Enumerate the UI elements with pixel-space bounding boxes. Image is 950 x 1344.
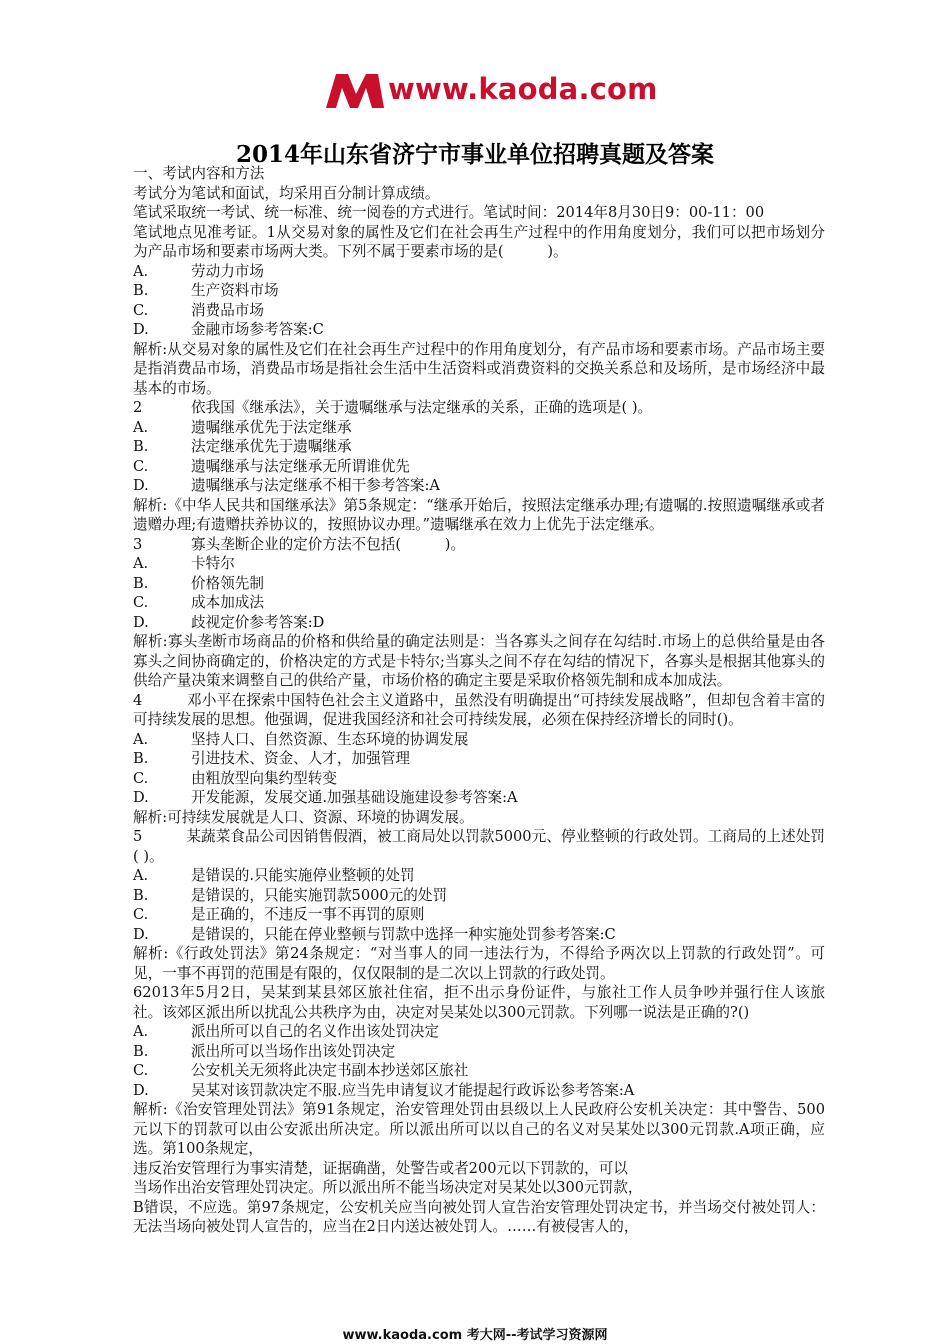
option-line <box>133 262 825 282</box>
text-paragraph: 4 邓小平在探索中国特色社会主义道路中，虽然没有明确提出“可持续发展战略”，但却包含着丰富的可持续发展的思想。他强调，促进我国经济和社会可持续发展，必须在保持经济增长的同时()。 <box>133 691 825 728</box>
logo-text: www.kaoda.com <box>388 72 658 106</box>
option-line <box>133 476 825 496</box>
option-text: 金融市场参考答案:C <box>191 321 324 338</box>
text-paragraph: 解析:《中华人民共和国继承法》第5条规定：“继承开始后，按照法定继承办理;有遗嘱的.按照遗嘱继承或者遗赠办理;有遗赠扶养协议的，按照协议办理。”遗嘱继承在效力上优先于法定继承。 <box>133 496 825 533</box>
option-key: B. <box>133 886 149 904</box>
option-key: 2 <box>133 399 143 416</box>
option-key: B. <box>133 1042 149 1060</box>
text-paragraph: 笔试采取统一考试、统一标准、统一阅卷的方式进行。笔试时间：2014年8月30日9：00-11：00 <box>133 204 765 221</box>
option-text: 依我国《继承法》，关于遗嘱继承与法定继承的关系，正确的选项是( )。 <box>191 399 653 416</box>
option-key: A. <box>133 418 149 436</box>
option-line <box>133 788 825 808</box>
option-text: 成本加成法 <box>191 594 264 611</box>
option-text: 是错误的.只能实施停业整顿的处罚 <box>191 867 415 884</box>
option-line <box>133 418 825 438</box>
option-line <box>133 749 825 769</box>
option-key: C. <box>133 906 149 923</box>
option-key: B. <box>133 574 149 592</box>
option-text: 开发能源，发展交通.加强基础设施建设参考答案:A <box>191 789 518 806</box>
text-paragraph: 62013年5月2日，吴某到某县郊区旅社住宿，拒不出示身份证件，与旅社工作人员争吵并强行住人该旅社。该郊区派出所以扰乱公共秩序为由，决定对吴某处以300元罚款。下列哪一说法是正确的?() <box>133 984 825 1021</box>
text-paragraph: 解析:从交易对象的属性及它们在社会再生产过程中的作用角度划分，有产品市场和要素市场。产品市场主要是指消费品市场，消费品市场是指社会生活中生活资料或消费资料的交换关系总和及场所，是市场经济中最基本的市场。 <box>133 340 825 397</box>
option-text: 遗嘱继承与法定继承不相干参考答案:A <box>191 477 440 494</box>
option-line <box>133 281 825 301</box>
option-line <box>133 866 825 886</box>
option-text: 寡头垄断企业的定价方法不包括( )。 <box>191 535 466 553</box>
option-key: A. <box>133 555 149 572</box>
option-line <box>133 1042 825 1062</box>
option-key: B. <box>133 282 149 299</box>
option-line <box>133 769 825 789</box>
option-text: 公安机关无须将此决定书副本抄送郊区旅社 <box>191 1062 469 1079</box>
option-line <box>133 398 825 418</box>
option-key: A. <box>133 730 149 748</box>
option-text: 劳动力市场 <box>191 262 264 280</box>
option-line <box>133 613 825 633</box>
option-line <box>133 925 825 945</box>
page-footer: www.kaoda.com 考大网--考试学习资源网 <box>342 1328 608 1343</box>
option-line <box>133 1022 825 1042</box>
logo-arrow-icon <box>326 74 384 108</box>
option-text: 派出所可以当场作出该处罚决定 <box>191 1042 396 1060</box>
option-text: 歧视定价参考答案:D <box>191 613 325 631</box>
option-text: 法定继承优先于遗嘱继承 <box>191 438 352 455</box>
option-text: 价格领先制 <box>191 574 264 592</box>
option-key: A. <box>133 867 149 884</box>
text-paragraph: 解析:寡头垄断市场商品的价格和供给量的确定法则是：当各寡头之间存在勾结时.市场上的总供给量是由各寡头之间协商确定的，价格决定的方式是卡特尔;当寡头之间不存在勾结的情况下，各寡头是根据其他寡头的供给产量决策来调整自己的供给产量，市场价格的确定主要是采取价格领先制和成本加成法。 <box>133 633 825 689</box>
text-paragraph: 解析:《行政处罚法》第24条规定：“对当事人的同一违法行为，不得给予两次以上罚款的行政处罚”。可见，一事不再罚的范围是有限的，仅仅限制的是二次以上罚款的行政处罚。 <box>133 945 825 982</box>
option-key: D. <box>133 1081 149 1099</box>
option-key: C. <box>133 769 149 787</box>
option-line <box>133 457 825 477</box>
option-line <box>133 320 825 340</box>
text-paragraph: 解析:《治安管理处罚法》第91条规定，治安管理处罚由县级以上人民政府公安机关决定：其中警告、500元以下的罚款可以由公安派出所决定。所以派出所可以以自己的名义对吴某处以300元罚款.A项正确，应选。第100条规定， <box>133 1101 825 1157</box>
option-key: D. <box>133 925 149 943</box>
option-text: 生产资料市场 <box>191 282 279 299</box>
option-line <box>133 886 825 906</box>
text-paragraph: 笔试地点见准考证。1从交易对象的属性及它们在社会再生产过程中的作用角度划分，我们可以把市场划分为产品市场和要素市场两大类。下列不属于要素市场的是( )。 <box>133 223 825 260</box>
option-text: 吴某对该罚款决定不服.应当先申请复议才能提起行政诉讼参考答案:A <box>191 1081 635 1099</box>
option-line <box>133 1061 825 1081</box>
option-key: 3 <box>133 535 143 553</box>
option-text: 卡特尔 <box>191 555 235 572</box>
option-key: B. <box>133 750 149 767</box>
text-paragraph: 一、考试内容和方法 <box>133 165 265 182</box>
option-text: 遗嘱继承优先于法定继承 <box>191 418 352 436</box>
text-paragraph: 当场作出治安管理处罚决定。所以派出所不能当场决定对吴某处以300元罚款， <box>133 1179 643 1196</box>
option-text: 由粗放型向集约型转变 <box>191 769 337 787</box>
option-text: 是错误的，只能实施罚款5000元的处罚 <box>191 886 448 904</box>
option-key: C. <box>133 457 149 475</box>
option-line <box>133 535 825 555</box>
option-text: 坚持人口、自然资源、生态环境的协调发展 <box>191 730 469 748</box>
option-key: D. <box>133 477 149 494</box>
text-paragraph: 5 某蔬菜食品公司因销售假酒，被工商局处以罚款5000元、停业整顿的行政处罚。工商局的上述处罚( )。 <box>133 828 825 865</box>
option-line <box>133 1081 825 1101</box>
option-line <box>133 574 825 594</box>
option-text: 是正确的，不违反一事不再罚的原则 <box>191 906 425 923</box>
text-paragraph: 解析:可持续发展就是人口、资源、环境的协调发展。 <box>133 808 474 826</box>
document-body <box>133 164 825 1237</box>
option-text: 遗嘱继承与法定继承无所谓谁优先 <box>191 457 410 475</box>
site-logo[interactable] <box>326 70 658 120</box>
option-text: 消费品市场 <box>191 301 264 319</box>
option-text: 引进技术、资金、人才，加强管理 <box>191 750 410 767</box>
option-key: D. <box>133 613 149 631</box>
option-key: C. <box>133 594 149 611</box>
option-text: 是错误的，只能在停业整顿与罚款中选择一种实施处罚参考答案:C <box>191 925 616 943</box>
option-key: B. <box>133 438 149 455</box>
option-line <box>133 301 825 321</box>
option-key: A. <box>133 1023 149 1040</box>
text-paragraph: 考试分为笔试和面试，均采用百分制计算成绩。 <box>133 184 440 202</box>
option-line <box>133 905 825 925</box>
option-key: D. <box>133 321 149 338</box>
option-key: D. <box>133 789 149 806</box>
option-line <box>133 730 825 750</box>
option-line <box>133 437 825 457</box>
text-paragraph: B错误，不应选。第97条规定，公安机关应当向被处罚人宣告治安管理处罚决定书，并当场交付被处罚人：无法当场向被处罚人宣告的，应当在2日内送达被处罚人。……有被侵害人的， <box>133 1198 825 1235</box>
text-paragraph: 违反治安管理行为事实清楚，证据确凿，处警告或者200元以下罚款的，可以 <box>133 1159 628 1177</box>
document-title: 2014年山东省济宁市事业单位招聘真题及答案 <box>235 141 714 168</box>
option-line <box>133 554 825 574</box>
option-line <box>133 593 825 613</box>
option-key: A. <box>133 262 149 280</box>
option-text: 派出所可以自己的名义作出该处罚决定 <box>191 1023 440 1040</box>
option-key: C. <box>133 1062 149 1079</box>
option-key: C. <box>133 301 149 319</box>
